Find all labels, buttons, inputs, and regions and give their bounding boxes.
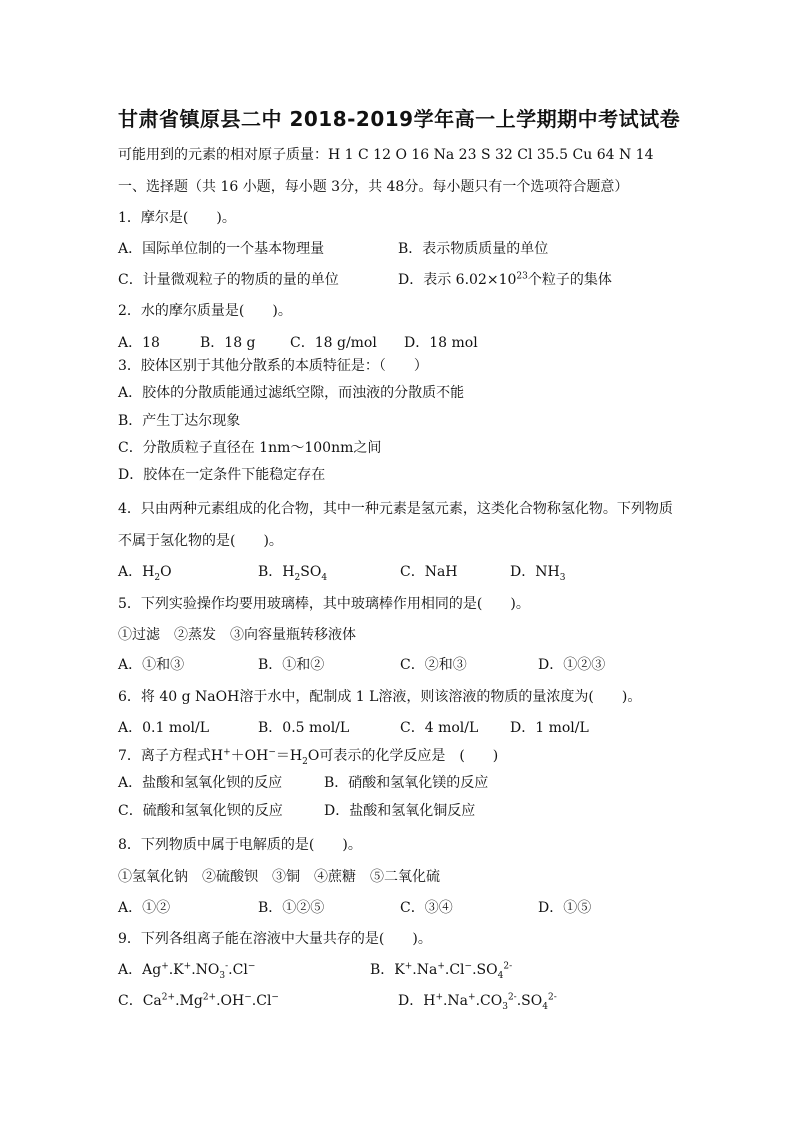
q7-option-c: C．硫酸和氢氧化钡的反应	[118, 803, 283, 819]
question-2-stem: 2．水的摩尔质量是( )。	[118, 303, 292, 319]
q9-option-d: D．$H^+.Na^+.CO_3^{2-}.SO_4^{2-}$	[398, 992, 557, 1012]
q1-option-b: B．表示物质质量的单位	[398, 241, 549, 257]
q5-option-b: B．①和②	[258, 657, 325, 673]
question-4-stem-line-2: 不属于氢化物的是( )。	[118, 533, 283, 549]
q7-option-d: D．盐酸和氢氧化铜反应	[324, 803, 476, 819]
q5-option-c: C．②和③	[400, 657, 467, 673]
question-9-stem: 9．下列各组离子能在溶液中大量共存的是( )。	[118, 931, 432, 947]
q2-option-c: C．18 g/mol	[290, 335, 377, 351]
q3-option-c: C．分散质粒子直径在 1nm～100nm之间	[118, 440, 382, 456]
question-8-stem: 8．下列物质中属于电解质的是( )。	[118, 837, 362, 853]
question-5-stem: 5．下列实验操作均要用玻璃棒，其中玻璃棒作用相同的是( )。	[118, 596, 530, 612]
question-3-stem: 3．胶体区别于其他分散系的本质特征是：（ ）	[118, 358, 428, 374]
q5-option-a: A．①和③	[118, 657, 185, 673]
q4-option-b: B．$H_2SO_4$	[258, 564, 328, 583]
q1-option-a: A．国际单位制的一个基本物理量	[118, 241, 325, 257]
q6-option-d: D．1 mol/L	[510, 720, 589, 736]
q8-option-c: C．③④	[400, 900, 453, 916]
q6-option-c: C．4 mol/L	[400, 720, 479, 736]
page-title: 甘肃省镇原县二中 2018-2019学年高一上学期期中考试试卷	[118, 107, 681, 131]
q8-items: ①氢氧化钠 ②硫酸钡 ③铜 ④蔗糖 ⑤二氧化硫	[118, 869, 440, 885]
q4-option-d: D．$NH_3$	[510, 564, 566, 583]
q3-option-d: D．胶体在一定条件下能稳定存在	[118, 467, 326, 483]
q9-option-b: B．$K^+.Na^+.Cl^-.SO_4^{2-}$	[370, 961, 513, 981]
question-1-stem: 1．摩尔是( )。	[118, 210, 236, 226]
question-7-stem: 7．离子方程式$H^++OH^-=H_2O$可表示的化学反应是 ( )	[118, 747, 499, 767]
q4-option-a: A．$H_2O$	[118, 564, 172, 583]
q4-option-c: C．NaH	[400, 564, 458, 580]
q7-option-a: A．盐酸和氢氧化钡的反应	[118, 775, 283, 791]
q6-option-b: B．0.5 mol/L	[258, 720, 350, 736]
q8-option-b: B．①②⑤	[258, 900, 325, 916]
q1-option-c: C．计量微观粒子的物质的量的单位	[118, 272, 339, 288]
q7-option-b: B．硝酸和氢氧化镁的反应	[324, 775, 489, 791]
q3-option-b: B．产生丁达尔现象	[118, 413, 241, 429]
q9-option-a: A．$Ag^+.K^+.NO_3^-.Cl^-$	[118, 961, 256, 981]
q5-option-d: D．①②③	[538, 657, 606, 673]
section-heading: 一、选择题（共 16 小题，每小题 3分，共 48分。每小题只有一个选项符合题意）	[118, 179, 629, 195]
q2-option-b: B．18 g	[200, 335, 256, 351]
q1-option-d: D．表示 $6.02\times 10^{23}$个粒子的集体	[398, 271, 612, 288]
q9-option-c: C．$Ca^{2+}.Mg^{2+}.OH^-.Cl^-$	[118, 992, 279, 1009]
q8-option-a: A．①②	[118, 900, 171, 916]
q8-option-d: D．①⑤	[538, 900, 592, 916]
q3-option-a: A．胶体的分散质能通过滤纸空隙，而浊液的分散质不能	[118, 385, 465, 401]
q5-items: ①过滤 ②蒸发 ③向容量瓶转移液体	[118, 627, 356, 643]
question-4-stem-line-1: 4．只由两种元素组成的化合物，其中一种元素是氢元素，这类化合物称氢化物。下列物质	[118, 501, 673, 517]
q2-option-d: D．18 mol	[404, 335, 478, 351]
q2-option-a: A．18	[118, 335, 160, 351]
question-6-stem: 6．将 40 g NaOH溶于水中，配制成 1 L溶液，则该溶液的物质的量浓度为( )。	[118, 689, 642, 705]
q6-option-a: A．0.1 mol/L	[118, 720, 210, 736]
atomic-masses-note: 可能用到的元素的相对原子质量：H 1 C 12 O 16 Na 23 S 32 Cl 35.5 Cu 64 N 14	[118, 147, 654, 163]
